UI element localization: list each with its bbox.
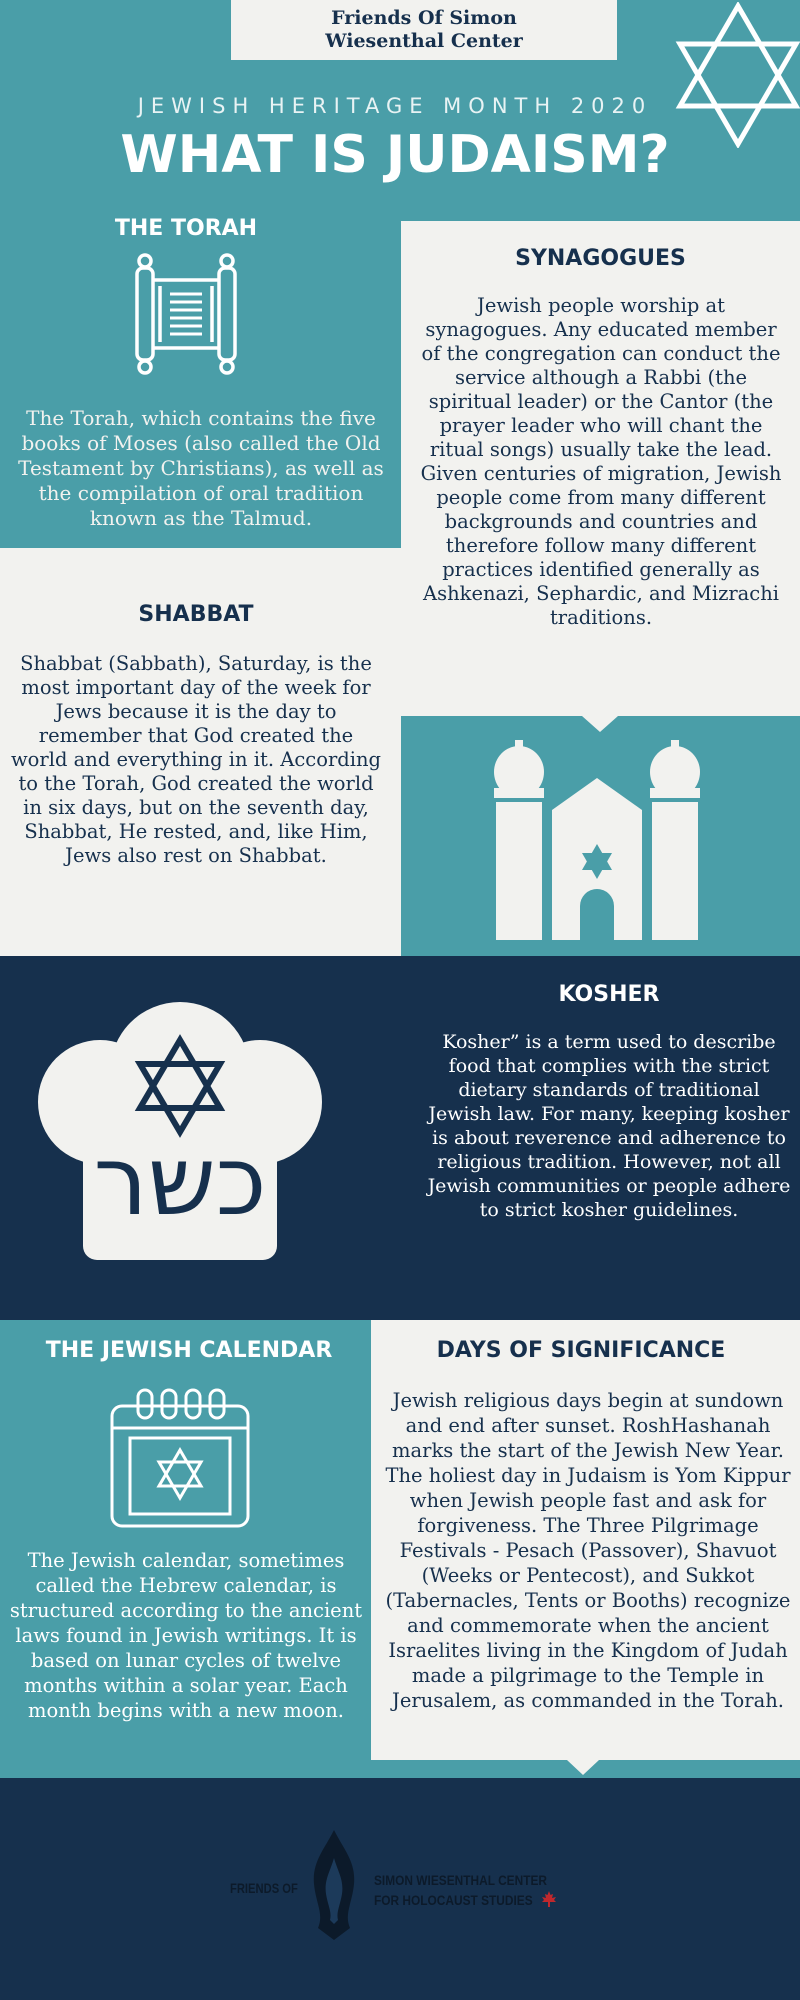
shabbat-heading: SHABBAT [138,602,254,627]
calendar-heading: THE JEWISH CALENDAR [45,1338,333,1363]
shabbat-text: Shabbat (Sabbath), Saturday, is the most important day of the week for Jews because it is the day to remember that God created the world and everything in it. According to the Torah, God created the world in six days, but on the seventh day, Shabbat, He rested, and, like Him, Jews also rest on Shabbat. [10,652,382,867]
kosher-text: Kosher” is a term used to describe food that complies with the strict dietary standards of traditional Jewish law. For many, keeping kosher is about reverence and adherence to religious tradition. However, not all Jewish communities or people adhere to strict kosher guidelines. [427,1031,791,1221]
days-panel-pointer [567,1760,599,1775]
page-title: WHAT IS JUDAISM? [120,125,670,185]
calendar-icon [108,1384,252,1530]
synagogue-building-icon [492,740,702,940]
logo-text-right-line2: FOR HOLOCAUST STUDIES [374,1892,533,1908]
footer-logo [226,1828,566,1940]
torah-scroll-icon [128,252,244,376]
maple-leaf-icon [540,1890,558,1908]
synagogues-text: Jewish people worship at synagogues. Any educated member of the congregation can conduct the service although a Rabbi (the spiritual leader) or the Cantor (the prayer leader who will chant the ritual songs) usually take the lead. Given centuries of migration, Jewish people come from many different backgrounds and countries and therefore follow many different practices identified generally as Ashkenazi, Sephardic, and Mizrachi traditions. [420,294,782,629]
days-heading: DAYS OF SIGNIFICANCE [436,1338,726,1363]
synagogues-heading: SYNAGOGUES [515,246,686,271]
logo-text-left: FRIENDS OF [230,1880,298,1896]
kosher-hebrew-word: כשר [93,1125,267,1237]
panel-pointer [582,716,618,732]
org-name-text: Friends Of Simon Wiesenthal Center [325,7,523,52]
days-text: Jewish religious days begin at sundown and end after sunset. RoshHashanah marks the start of the Jewish New Year. The holiest day in Judaism is Yom Kippur when Jewish people fast and ask for forgiveness. The Three Pilgrimage Festivals - Pesach (Passover), Shavuot (Weeks or Pentecost), and Sukkot (Tabernacles, Tents or Booths) recognize and commemorate when the ancient Israelites living in the Kingdom of Judah made a pilgrimage to the Temple in Jerusalem, as commanded in the Torah. [385,1389,791,1712]
kosher-heading: KOSHER [558,982,660,1007]
flame-emblem-icon [304,1828,364,1940]
torah-heading: THE TORAH [114,216,258,241]
logo-text-right-line1: SIMON WIESENTHAL CENTER [374,1872,548,1888]
calendar-text: The Jewish calendar, sometimes called the Hebrew calendar, is structured according to the ancient laws found in Jewish writings. It is based on lunar cycles of twelve months within a solar year. Each month begins with a new moon. [9,1549,363,1722]
org-name-box [231,0,617,60]
torah-text: The Torah, which contains the five books of Moses (also called the Old Testament by Christians), as well as the compilation of oral tradition known as the Talmud. [18,406,384,530]
heritage-month-subtitle: JEWISH HERITAGE MONTH 2020 [137,94,653,118]
